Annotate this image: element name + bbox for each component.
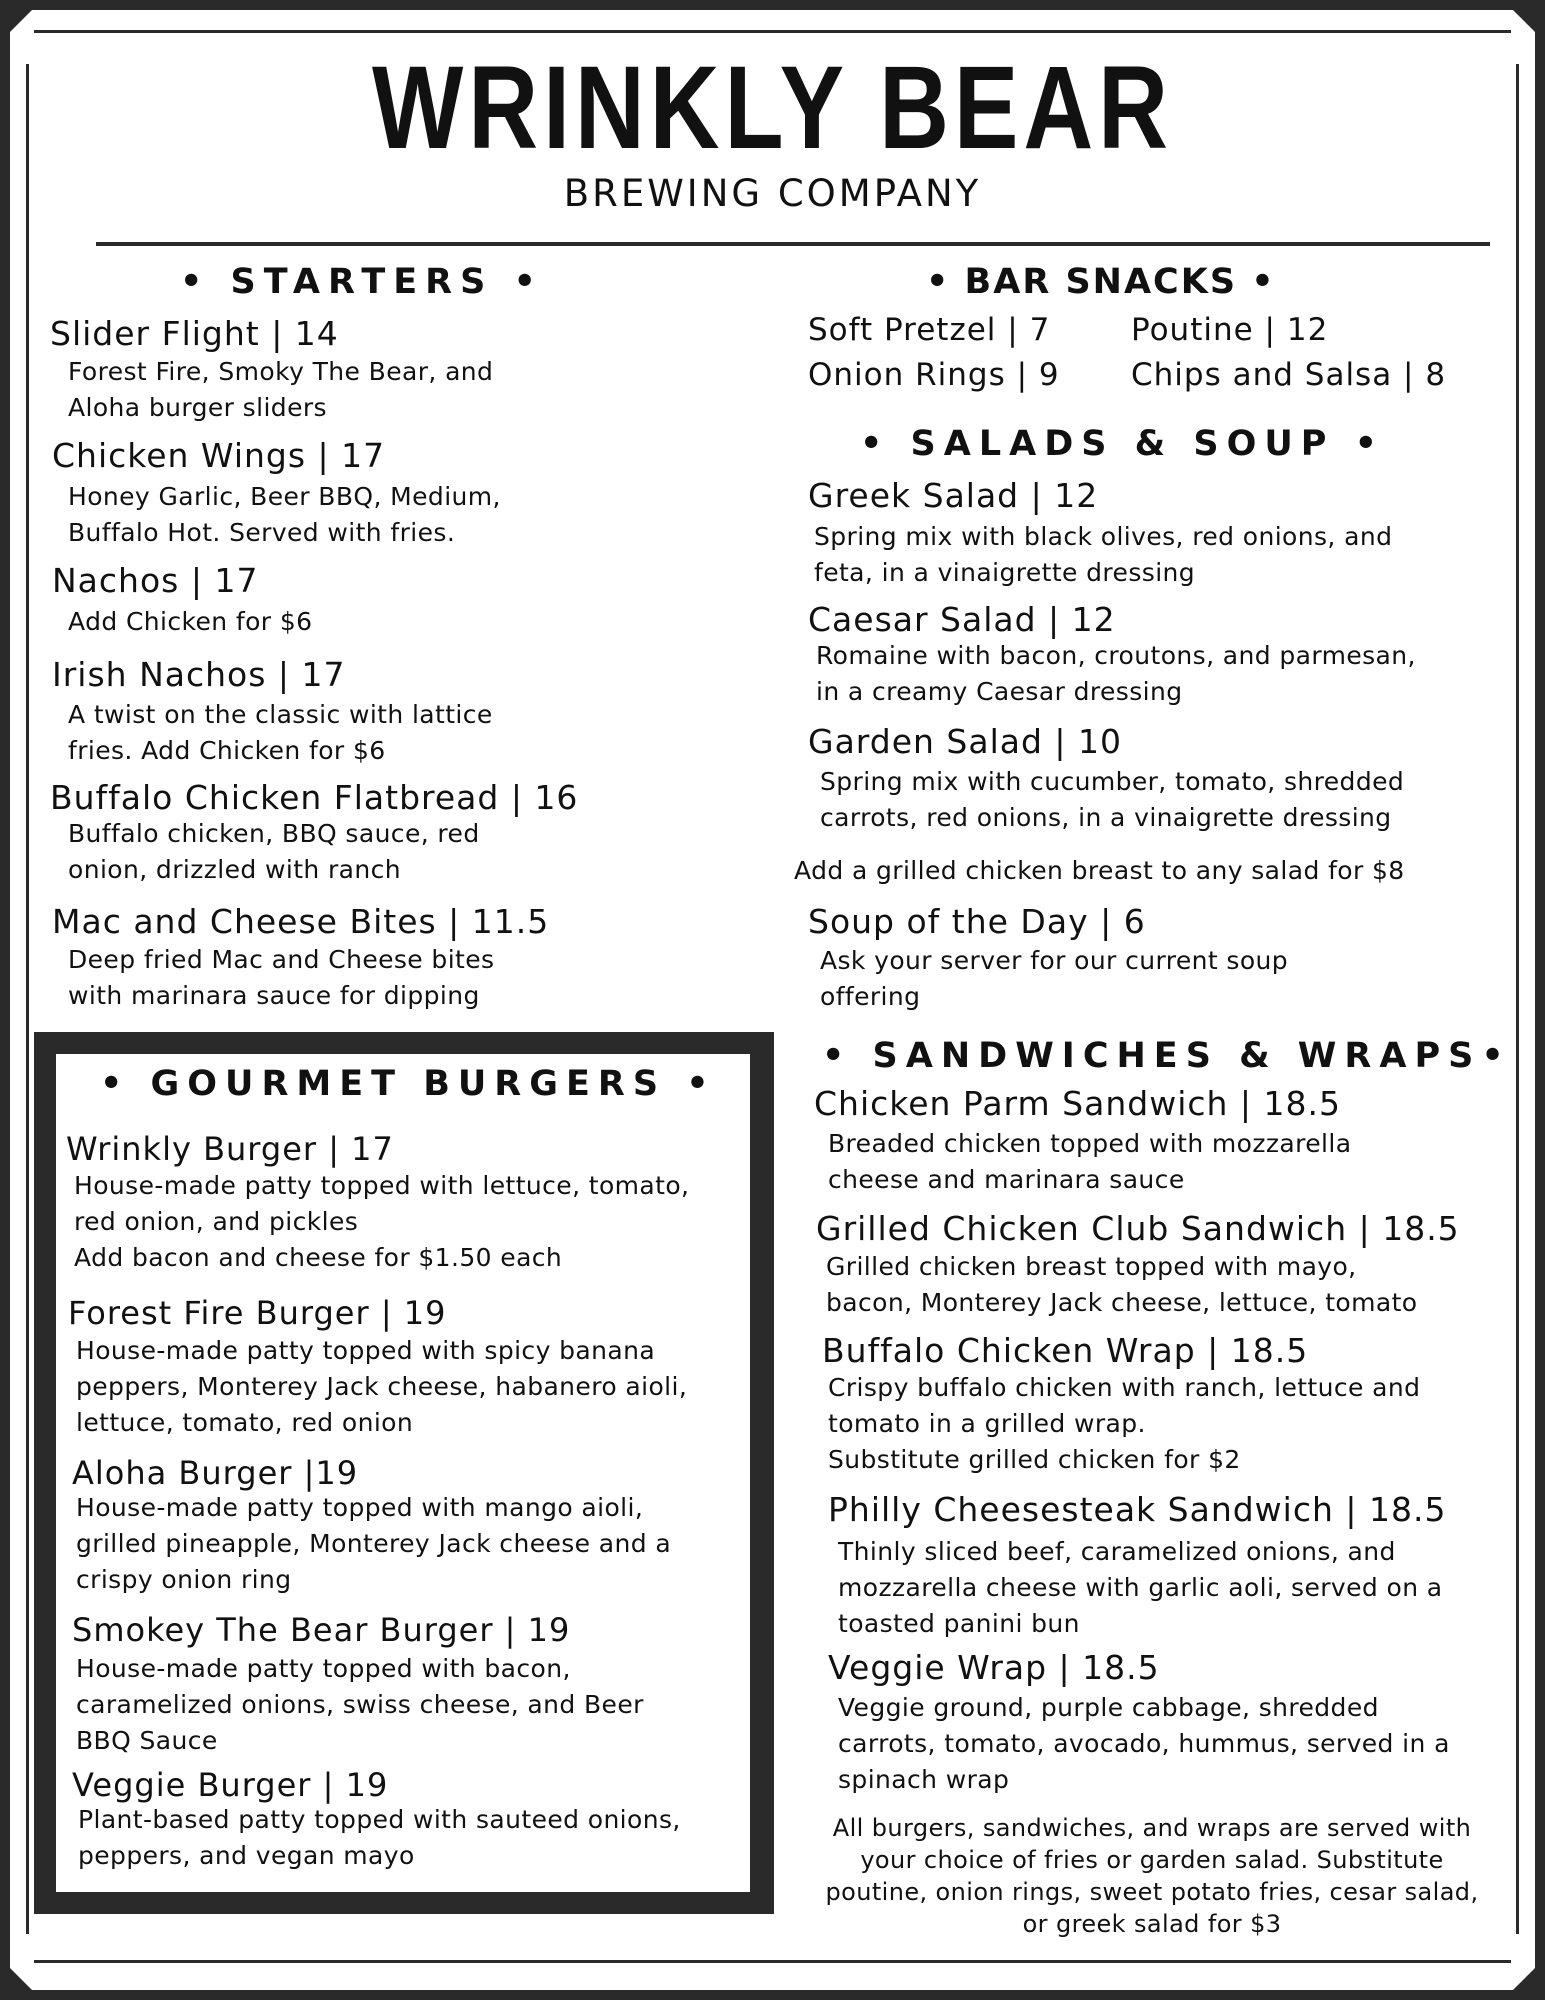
burger-item-name: Veggie Burger | 19: [72, 1766, 389, 1804]
starter-item-name: Irish Nachos | 17: [52, 655, 346, 694]
sandwich-item-name: Chicken Parm Sandwich | 18.5: [814, 1084, 1341, 1123]
burger-item-desc: House-made patty topped with mango aioli, grilled pineapple, Monterey Jack cheese and a crispy onion ring: [76, 1493, 672, 1594]
sandwich-item-desc: Crispy buffalo chicken with ranch, lettuce and tomato in a grilled wrap. Substitute grilled chicken for $2: [828, 1373, 1421, 1474]
starter-item-name: Buffalo Chicken Flatbread | 16: [50, 778, 579, 817]
bar-snack-item: Onion Rings | 9: [808, 357, 1060, 393]
sandwich-item-desc: Breaded chicken topped with mozzarella cheese and marinara sauce: [828, 1129, 1352, 1194]
frame-bottom-line: [34, 1960, 1511, 1963]
bar-snack-item: Poutine | 12: [1131, 312, 1329, 348]
burger-item-desc: House-made patty topped with bacon, caramelized onions, swiss cheese, and Beer BBQ Sauce: [76, 1654, 644, 1755]
salad-item-desc: Spring mix with cucumber, tomato, shredded carrots, red onions, in a vinaigrette dressing: [820, 767, 1405, 832]
salad-item-desc: Spring mix with black olives, red onions, and feta, in a vinaigrette dressing: [814, 522, 1393, 587]
burger-item-name: Smokey The Bear Burger | 19: [72, 1611, 571, 1649]
starter-item-name: Chicken Wings | 17: [52, 436, 386, 475]
header-divider: [96, 242, 1490, 246]
bar-snacks-heading: • BAR SNACKS •: [926, 262, 1276, 302]
burger-item-name: Aloha Burger |19: [72, 1454, 359, 1492]
brand-title: WRINKLY BEAR: [372, 42, 1173, 174]
starter-item-desc: Deep fried Mac and Cheese bites with marinara sauce for dipping: [68, 945, 495, 1010]
soup-item-name: Soup of the Day | 6: [808, 902, 1146, 941]
sandwiches-heading: • SANDWICHES & WRAPS•: [822, 1036, 1512, 1076]
starter-item-desc: Forest Fire, Smoky The Bear, and Aloha burger sliders: [68, 357, 494, 422]
sandwich-item-name: Philly Cheesesteak Sandwich | 18.5: [828, 1490, 1447, 1529]
starters-heading: • STARTERS •: [180, 262, 544, 302]
sandwich-item-name: Veggie Wrap | 18.5: [828, 1648, 1160, 1687]
soup-item-desc: Ask your server for our current soup offering: [820, 946, 1289, 1011]
salad-add-chicken-note: Add a grilled chicken breast to any salad for $8: [794, 856, 1405, 885]
brand-subtitle: BREWING COMPANY: [563, 172, 982, 215]
frame-top-line: [34, 30, 1511, 33]
salads-heading: • SALADS & SOUP •: [860, 424, 1385, 464]
starter-item-desc: A twist on the classic with lattice fries. Add Chicken for $6: [68, 700, 493, 765]
burger-item-desc: House-made patty topped with lettuce, tomato, red onion, and pickles Add bacon and cheese for $1.50 each: [74, 1171, 690, 1272]
bar-snack-item: Soft Pretzel | 7: [808, 312, 1051, 348]
sandwich-item-name: Buffalo Chicken Wrap | 18.5: [822, 1331, 1309, 1370]
salad-item-desc: Romaine with bacon, croutons, and parmesan, in a creamy Caesar dressing: [816, 641, 1416, 706]
salad-item-name: Greek Salad | 12: [808, 476, 1099, 515]
burger-item-name: Wrinkly Burger | 17: [66, 1130, 394, 1168]
starter-item-name: Slider Flight | 14: [50, 314, 339, 353]
sandwich-item-desc: Veggie ground, purple cabbage, shredded carrots, tomato, avocado, hummus, served in a spinach wrap: [838, 1693, 1450, 1794]
burger-item-name: Forest Fire Burger | 19: [68, 1294, 447, 1332]
starter-item-name: Mac and Cheese Bites | 11.5: [52, 902, 550, 941]
sandwich-item-desc: Thinly sliced beef, caramelized onions, and mozzarella cheese with garlic aoli, served on a toasted panini bun: [838, 1537, 1443, 1638]
frame-left-line: [26, 64, 29, 1934]
starter-item-desc: Honey Garlic, Beer BBQ, Medium, Buffalo Hot. Served with fries.: [68, 482, 501, 547]
frame-right-line: [1516, 64, 1519, 1934]
burger-item-desc: House-made patty topped with spicy banana peppers, Monterey Jack cheese, habanero aioli, lettuce, tomato, red onion: [76, 1336, 688, 1437]
starter-item-desc: Add Chicken for $6: [68, 607, 313, 636]
sandwich-item-name: Grilled Chicken Club Sandwich | 18.5: [816, 1209, 1460, 1248]
sides-footnote: All burgers, sandwiches, and wraps are served with your choice of fries or garden salad. Substitute poutine, onion rings, sweet potato fries, cesar salad, or greek salad for $3: [825, 1814, 1479, 1938]
salad-item-name: Garden Salad | 10: [808, 722, 1123, 761]
starter-item-name: Nachos | 17: [52, 561, 259, 600]
sandwich-item-desc: Grilled chicken breast topped with mayo, bacon, Monterey Jack cheese, lettuce, tomato: [826, 1252, 1418, 1317]
burgers-heading: • GOURMET BURGERS •: [100, 1064, 717, 1104]
burger-item-desc: Plant-based patty topped with sauteed onions, peppers, and vegan mayo: [78, 1805, 681, 1870]
starter-item-desc: Buffalo chicken, BBQ sauce, red onion, drizzled with ranch: [68, 819, 480, 884]
bar-snack-item: Chips and Salsa | 8: [1131, 357, 1447, 393]
salad-item-name: Caesar Salad | 12: [808, 600, 1116, 639]
